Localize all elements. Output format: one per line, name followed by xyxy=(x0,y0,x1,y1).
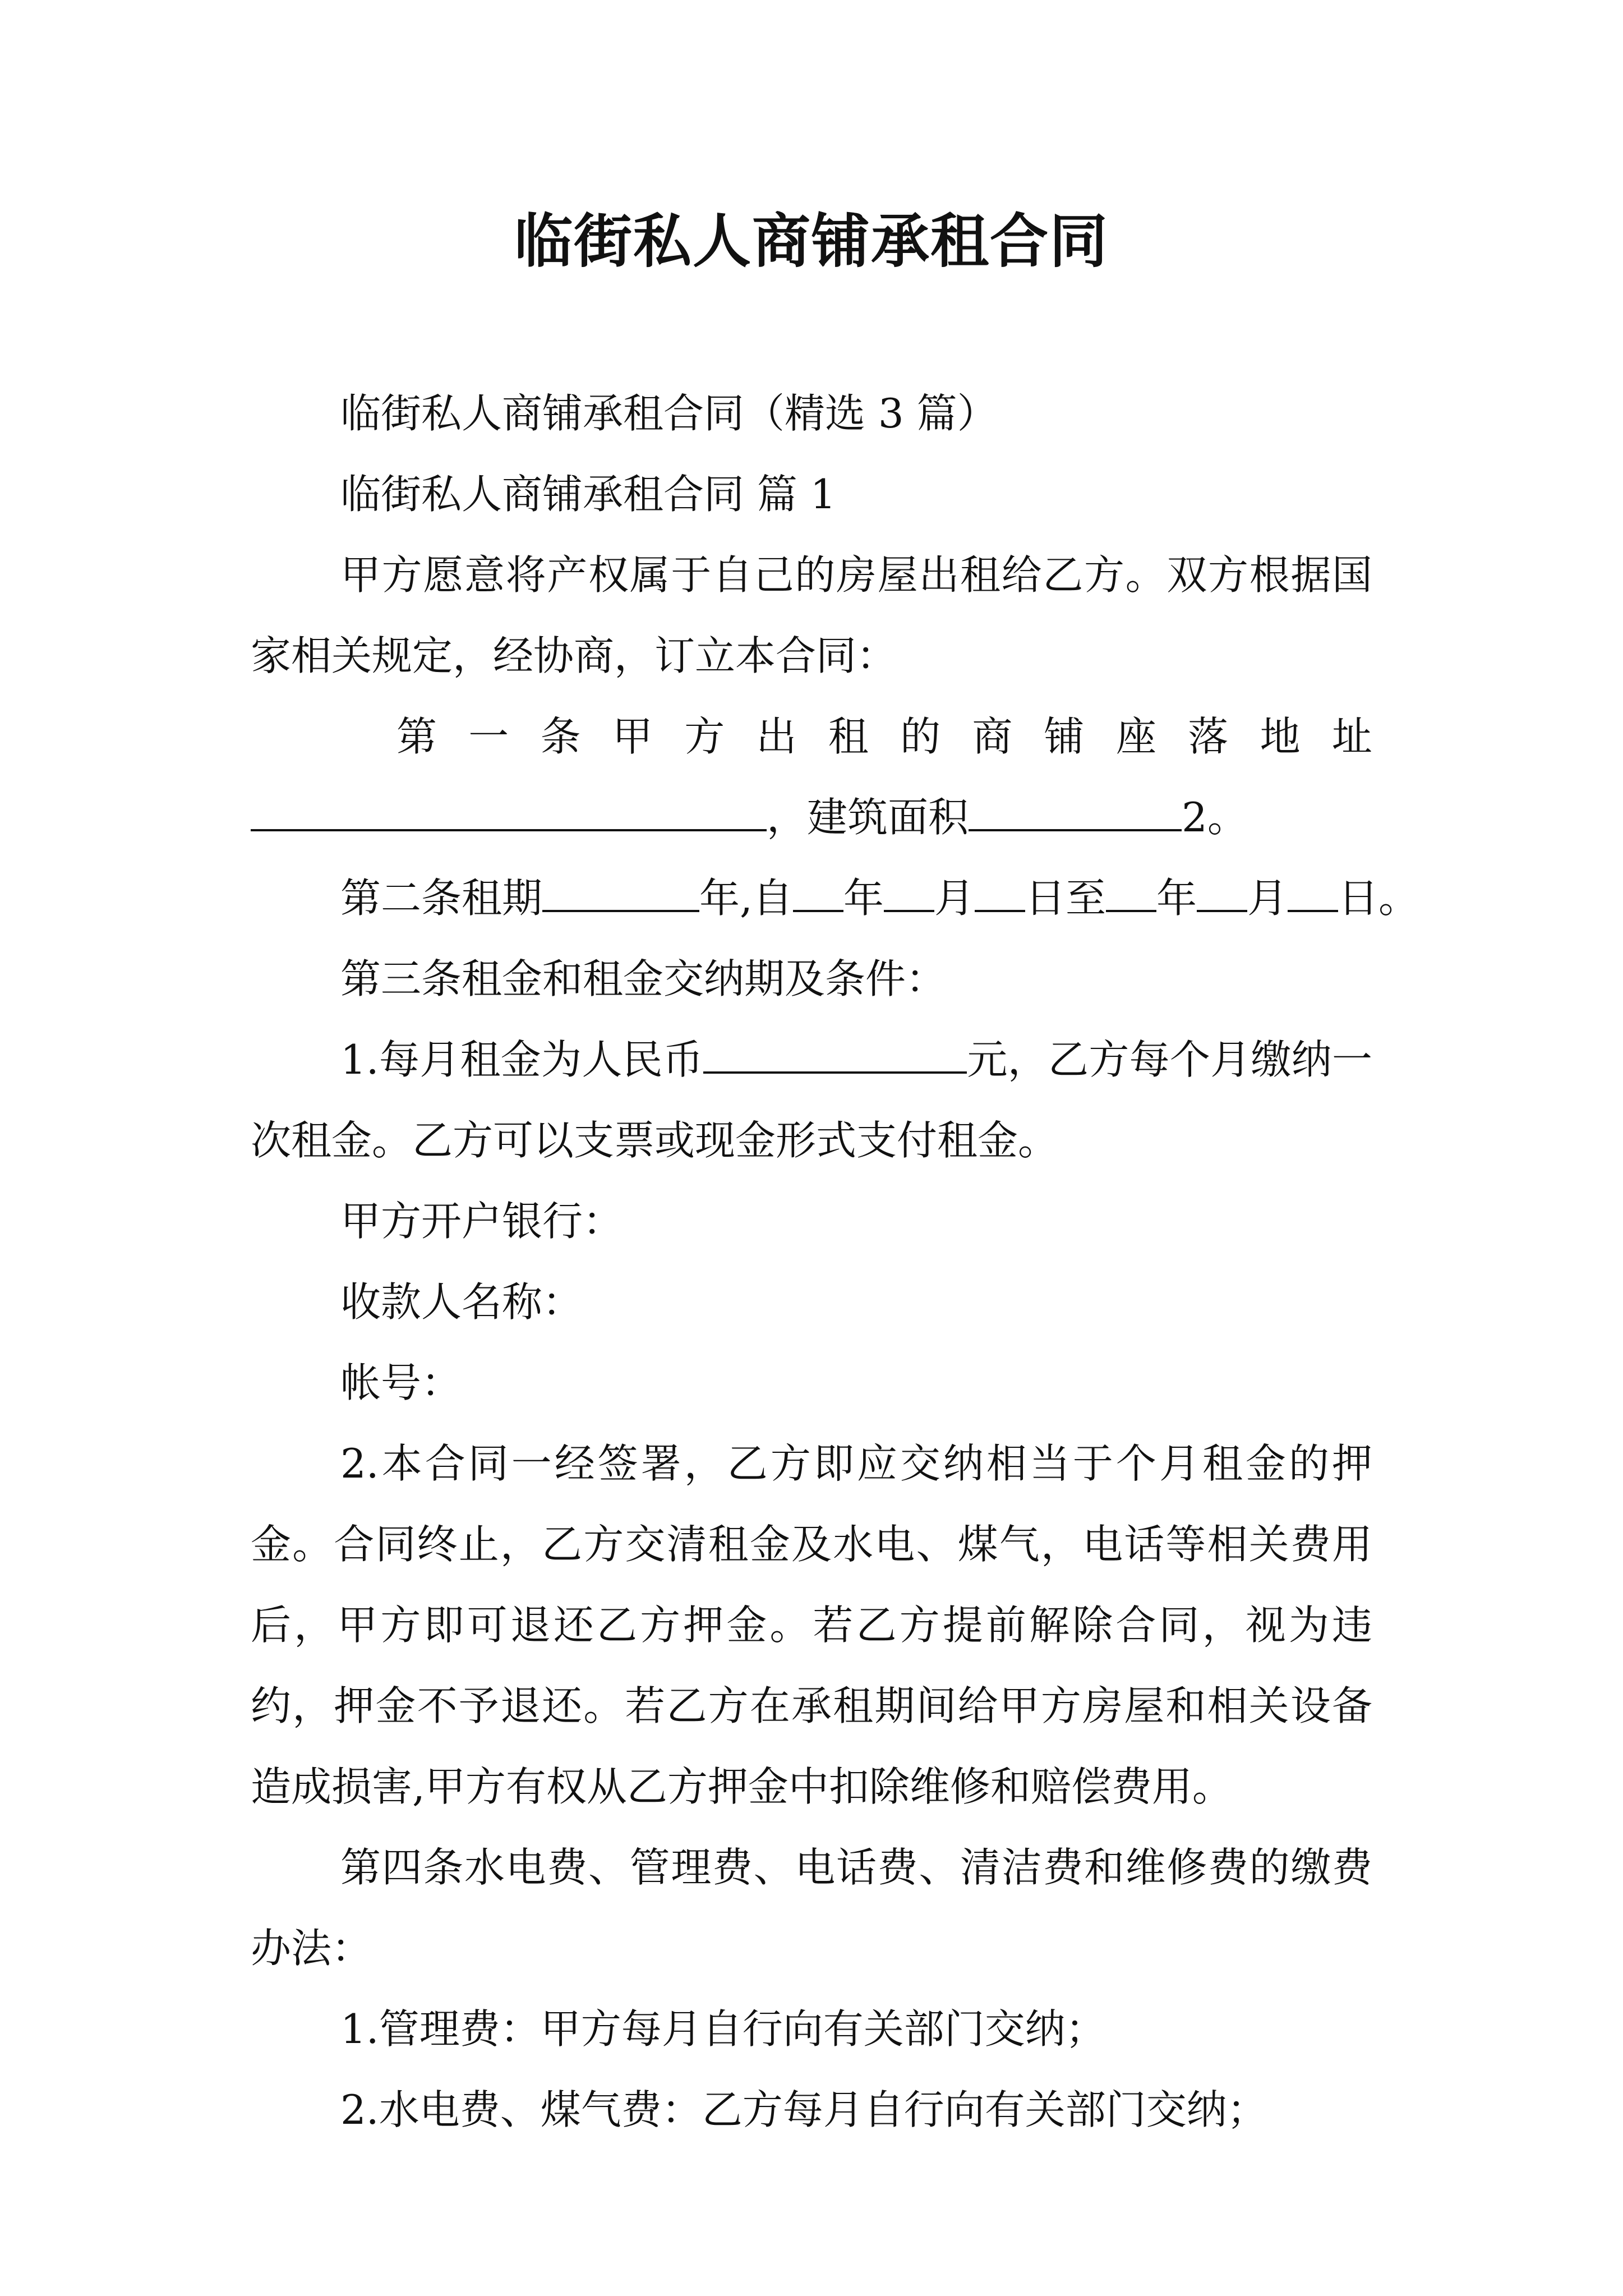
paragraph-article-2 xyxy=(251,858,1419,938)
document-title: 临街私人商铺承租合同 xyxy=(514,206,1109,275)
paragraph-utility-fee: 2.水电费、煤气费：乙方每月自行向有关部门交纳； xyxy=(340,2086,1267,2133)
article-1-char: 址 xyxy=(1331,713,1372,760)
rent-amount-blank[interactable] xyxy=(703,1038,967,1074)
paragraph-payee: 收款人名称： xyxy=(340,1278,583,1326)
paragraph-section-heading: 临街私人商铺承租合同 篇 1 xyxy=(340,471,836,518)
end-day-blank[interactable] xyxy=(1288,876,1338,912)
end-year-blank[interactable] xyxy=(1106,876,1156,912)
article-1-char: 座 xyxy=(1115,713,1156,760)
paragraph-rent-amount xyxy=(251,1019,1372,1181)
article-1-char: 地 xyxy=(1260,713,1301,760)
start-day-blank[interactable] xyxy=(975,876,1025,912)
start-year-blank[interactable] xyxy=(793,876,843,912)
article-1-char: 出 xyxy=(756,713,797,760)
area-unit: 2。 xyxy=(1182,794,1248,841)
address-blank[interactable] xyxy=(251,795,767,831)
article-1-char: 商 xyxy=(972,713,1013,760)
rent-label: 1.每月租金为人民币 xyxy=(340,1036,704,1083)
year-label: 年 xyxy=(843,875,884,922)
area-label: ，建筑面积 xyxy=(767,794,969,841)
day-label: 日。 xyxy=(1338,875,1419,922)
start-month-blank[interactable] xyxy=(884,876,934,912)
article-1-char: 铺 xyxy=(1044,713,1085,760)
area-blank[interactable] xyxy=(969,795,1182,831)
paragraph-article-4: 第四条水电费、管理费、电话费、清洁费和维修费的缴费办法： xyxy=(251,1844,1372,1972)
year-label: 年 xyxy=(1156,875,1197,922)
document-body xyxy=(251,373,1419,2150)
lease-term-label: 第二条租期 xyxy=(340,875,543,922)
paragraph-article-1 xyxy=(251,696,1372,777)
end-month-blank[interactable] xyxy=(1197,876,1247,912)
paragraph-address-area xyxy=(251,777,1372,858)
article-1-char: 的 xyxy=(900,713,941,760)
lease-to-label: 日至 xyxy=(1025,875,1106,922)
article-1-char: 方 xyxy=(684,713,725,760)
article-1-char: 租 xyxy=(828,713,869,760)
paragraph-article-3: 第三条租金和租金交纳期及条件： xyxy=(340,955,947,1002)
article-1-char: 条 xyxy=(540,713,581,760)
month-label: 月 xyxy=(934,875,975,922)
paragraph-subtitle: 临街私人商铺承租合同（精选 3 篇） xyxy=(340,390,998,437)
article-1-char: 落 xyxy=(1188,713,1229,760)
article-1-char: 甲 xyxy=(612,713,653,760)
paragraph-bank: 甲方开户银行： xyxy=(340,1198,624,1245)
paragraph-account: 帐号： xyxy=(340,1359,462,1406)
article-1-char: 一 xyxy=(468,713,509,760)
paragraph-deposit: 2.本合同一经签署，乙方即应交纳相当于个月租金的押金。合同终止，乙方交清租金及水电、煤气，电话等相关费用后，甲方即可退还乙方押金。若乙方提前解除合同，视为违约，押金不予退还。若乙方在承租期间给甲方房屋和相关设备造成损害,甲方有权从乙方押金中扣除维修和赔偿费用。 xyxy=(251,1440,1372,1810)
paragraph-management-fee: 1.管理费：甲方每月自行向有关部门交纳； xyxy=(340,2005,1106,2053)
month-label: 月 xyxy=(1247,875,1288,922)
paragraph-intro: 甲方愿意将产权属于自己的房屋出租给乙方。双方根据国家相关规定，经协商，订立本合同： xyxy=(251,551,1372,679)
article-1-char: 第 xyxy=(396,713,437,760)
lease-years-blank[interactable] xyxy=(542,876,699,912)
lease-from-label: 年,自 xyxy=(699,875,793,922)
rent-terms-text: 元，乙方每个月缴纳一次租金。乙方可以支票或现金形式支付租金。 xyxy=(251,1036,1372,1164)
